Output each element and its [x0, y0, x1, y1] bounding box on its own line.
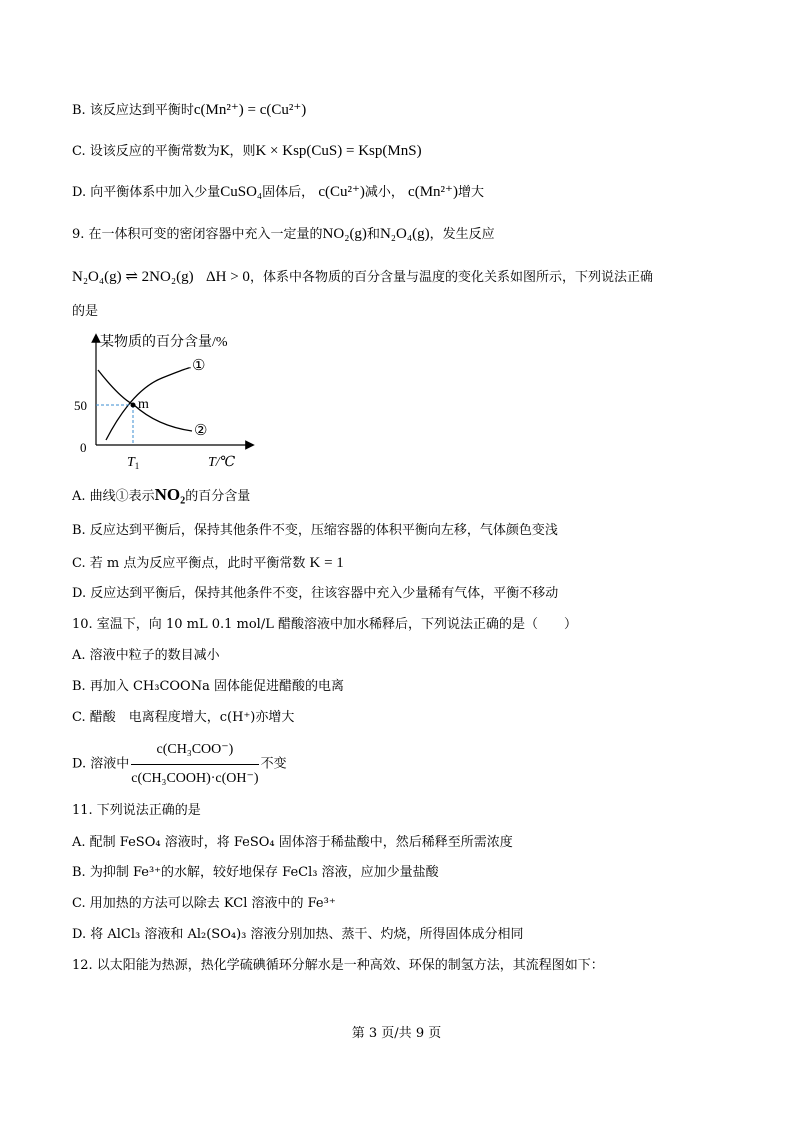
q9-reaction: N₂O₄(g) ⇌ 2NO₂(g) [72, 269, 194, 285]
q11-stem: 11. 下列说法正确的是 [72, 803, 201, 818]
q11-option-c: C. 用加热的方法可以除去 KCl 溶液中的 Fe³⁺ [72, 896, 336, 911]
q9-option-c-formula: K = 1 [309, 555, 344, 571]
q8-option-d-salt: CuSO₄ [220, 184, 263, 200]
q9-option-c [72, 553, 344, 574]
graph-point-label: m [138, 397, 149, 412]
q9-gas-n2o4: N₂O₄(g) [379, 226, 430, 242]
q8-option-d-text2: 固体后， [262, 185, 315, 200]
q8-option-d-text1: D. 向平衡体系中加入少量 [72, 185, 221, 200]
fraction-numerator: c(CH₃COO⁻) [131, 738, 258, 765]
q10-option-d-suffix: 不变 [260, 756, 287, 772]
q9-option-a [72, 485, 250, 507]
q8-option-b [72, 100, 306, 121]
q9-stem-line3: 的是 [72, 304, 99, 319]
q9-stem-text3: ，体系中各物质的百分含量与温度的变化关系如图所示，下列说法正确 [249, 270, 653, 285]
q8-option-d-c1: c(Cu²⁺) [318, 184, 365, 200]
point-m [131, 403, 136, 408]
q10-option-d [72, 738, 287, 791]
q9-stem-line2 [72, 267, 653, 288]
graph-curve1-label: ① [192, 358, 206, 374]
q8-option-d [72, 182, 484, 203]
q9-option-d: D. 反应达到平衡后，保持其他条件不变，往该容器中充入少量稀有气体，平衡不移动 [72, 586, 559, 601]
graph-y50: 50 [74, 398, 87, 413]
q8-option-c-formula: K × Ksp(CuS) = Ksp(MnS) [255, 143, 422, 159]
q9-option-a-suffix: 的百分含量 [185, 489, 251, 504]
graph-xlabel: T/℃ [208, 455, 236, 470]
q8-option-c [72, 141, 422, 162]
q10-option-d-fraction [131, 738, 258, 791]
q9-and: 和 [366, 227, 380, 242]
q10-stem: 10. 室温下，向 10 mL 0.1 mol/L 醋酸溶液中加水稀释后，下列说法正确的是（ ） [72, 617, 577, 632]
q9-stem-text2: ，发生反应 [429, 227, 495, 242]
q9-option-a-text: A. 曲线①表示 [72, 489, 155, 504]
q8-option-d-c2: c(Mn²⁺) [408, 184, 458, 200]
q9-option-a-formula: NO₂ [154, 485, 186, 504]
q12-stem: 12. 以太阳能为热源，热化学硫碘循环分解水是一种高效、环保的制氢方法，其流程图如下： [72, 958, 604, 973]
page-footer: 第 3 页/共 9 页 [351, 1026, 442, 1041]
q10-option-a: A. 溶液中粒子的数目减小 [72, 648, 220, 663]
q11-option-b: B. 为抑制 Fe³⁺的水解，较好地保存 FeCl₃ 溶液，应加少量盐酸 [72, 865, 439, 880]
q9-stem-line1 [72, 224, 495, 245]
q9-stem-text: 9. 在一体积可变的密闭容器中充入一定量的 [72, 227, 323, 242]
q10-option-b: B. 再加入 CH₃COONa 固体能促进醋酸的电离 [72, 679, 344, 694]
q11-option-a: A. 配制 FeSO₄ 溶液时，将 FeSO₄ 固体溶于稀盐酸中，然后稀释至所需浓度 [72, 835, 513, 850]
q9-delta-h: ΔH > 0 [205, 269, 250, 285]
q8-option-d-text4: 增大 [457, 185, 484, 200]
q10-option-d-prefix: D. 溶液中 [72, 756, 130, 772]
q9-graph [72, 330, 262, 472]
q8-option-b-formula: c(Mn²⁺) = c(Cu²⁺) [193, 102, 307, 118]
q9-option-c-text: C. 若 m 点为反应平衡点，此时平衡常数 [72, 556, 306, 571]
graph-origin: 0 [80, 440, 87, 455]
q9-gas-no2: NO₂(g) [322, 226, 367, 242]
q8-option-d-text3: 减小， [364, 185, 404, 200]
fraction-denominator: c(CH₃COOH)·c(OH⁻) [131, 771, 259, 786]
q9-option-b: B. 反应达到平衡后，保持其他条件不变，压缩容器的体积平衡向左移，气体颜色变浅 [72, 523, 558, 538]
q11-option-d: D. 将 AlCl₃ 溶液和 Al₂(SO₄)₃ 溶液分别加热、蒸干、灼烧，所得固体成分相同 [72, 927, 524, 942]
graph-ylabel: 某物质的百分含量/% [100, 335, 228, 350]
q8-option-c-text: C. 设该反应的平衡常数为K，则 [72, 144, 256, 159]
q8-option-b-text: B. 该反应达到平衡时 [72, 103, 194, 118]
graph-t1: $T_1$ [127, 455, 140, 471]
q10-option-c: C. 醋酸 电离程度增大，c(H⁺)亦增大 [72, 710, 295, 725]
graph-curve2-label: ② [194, 423, 208, 439]
